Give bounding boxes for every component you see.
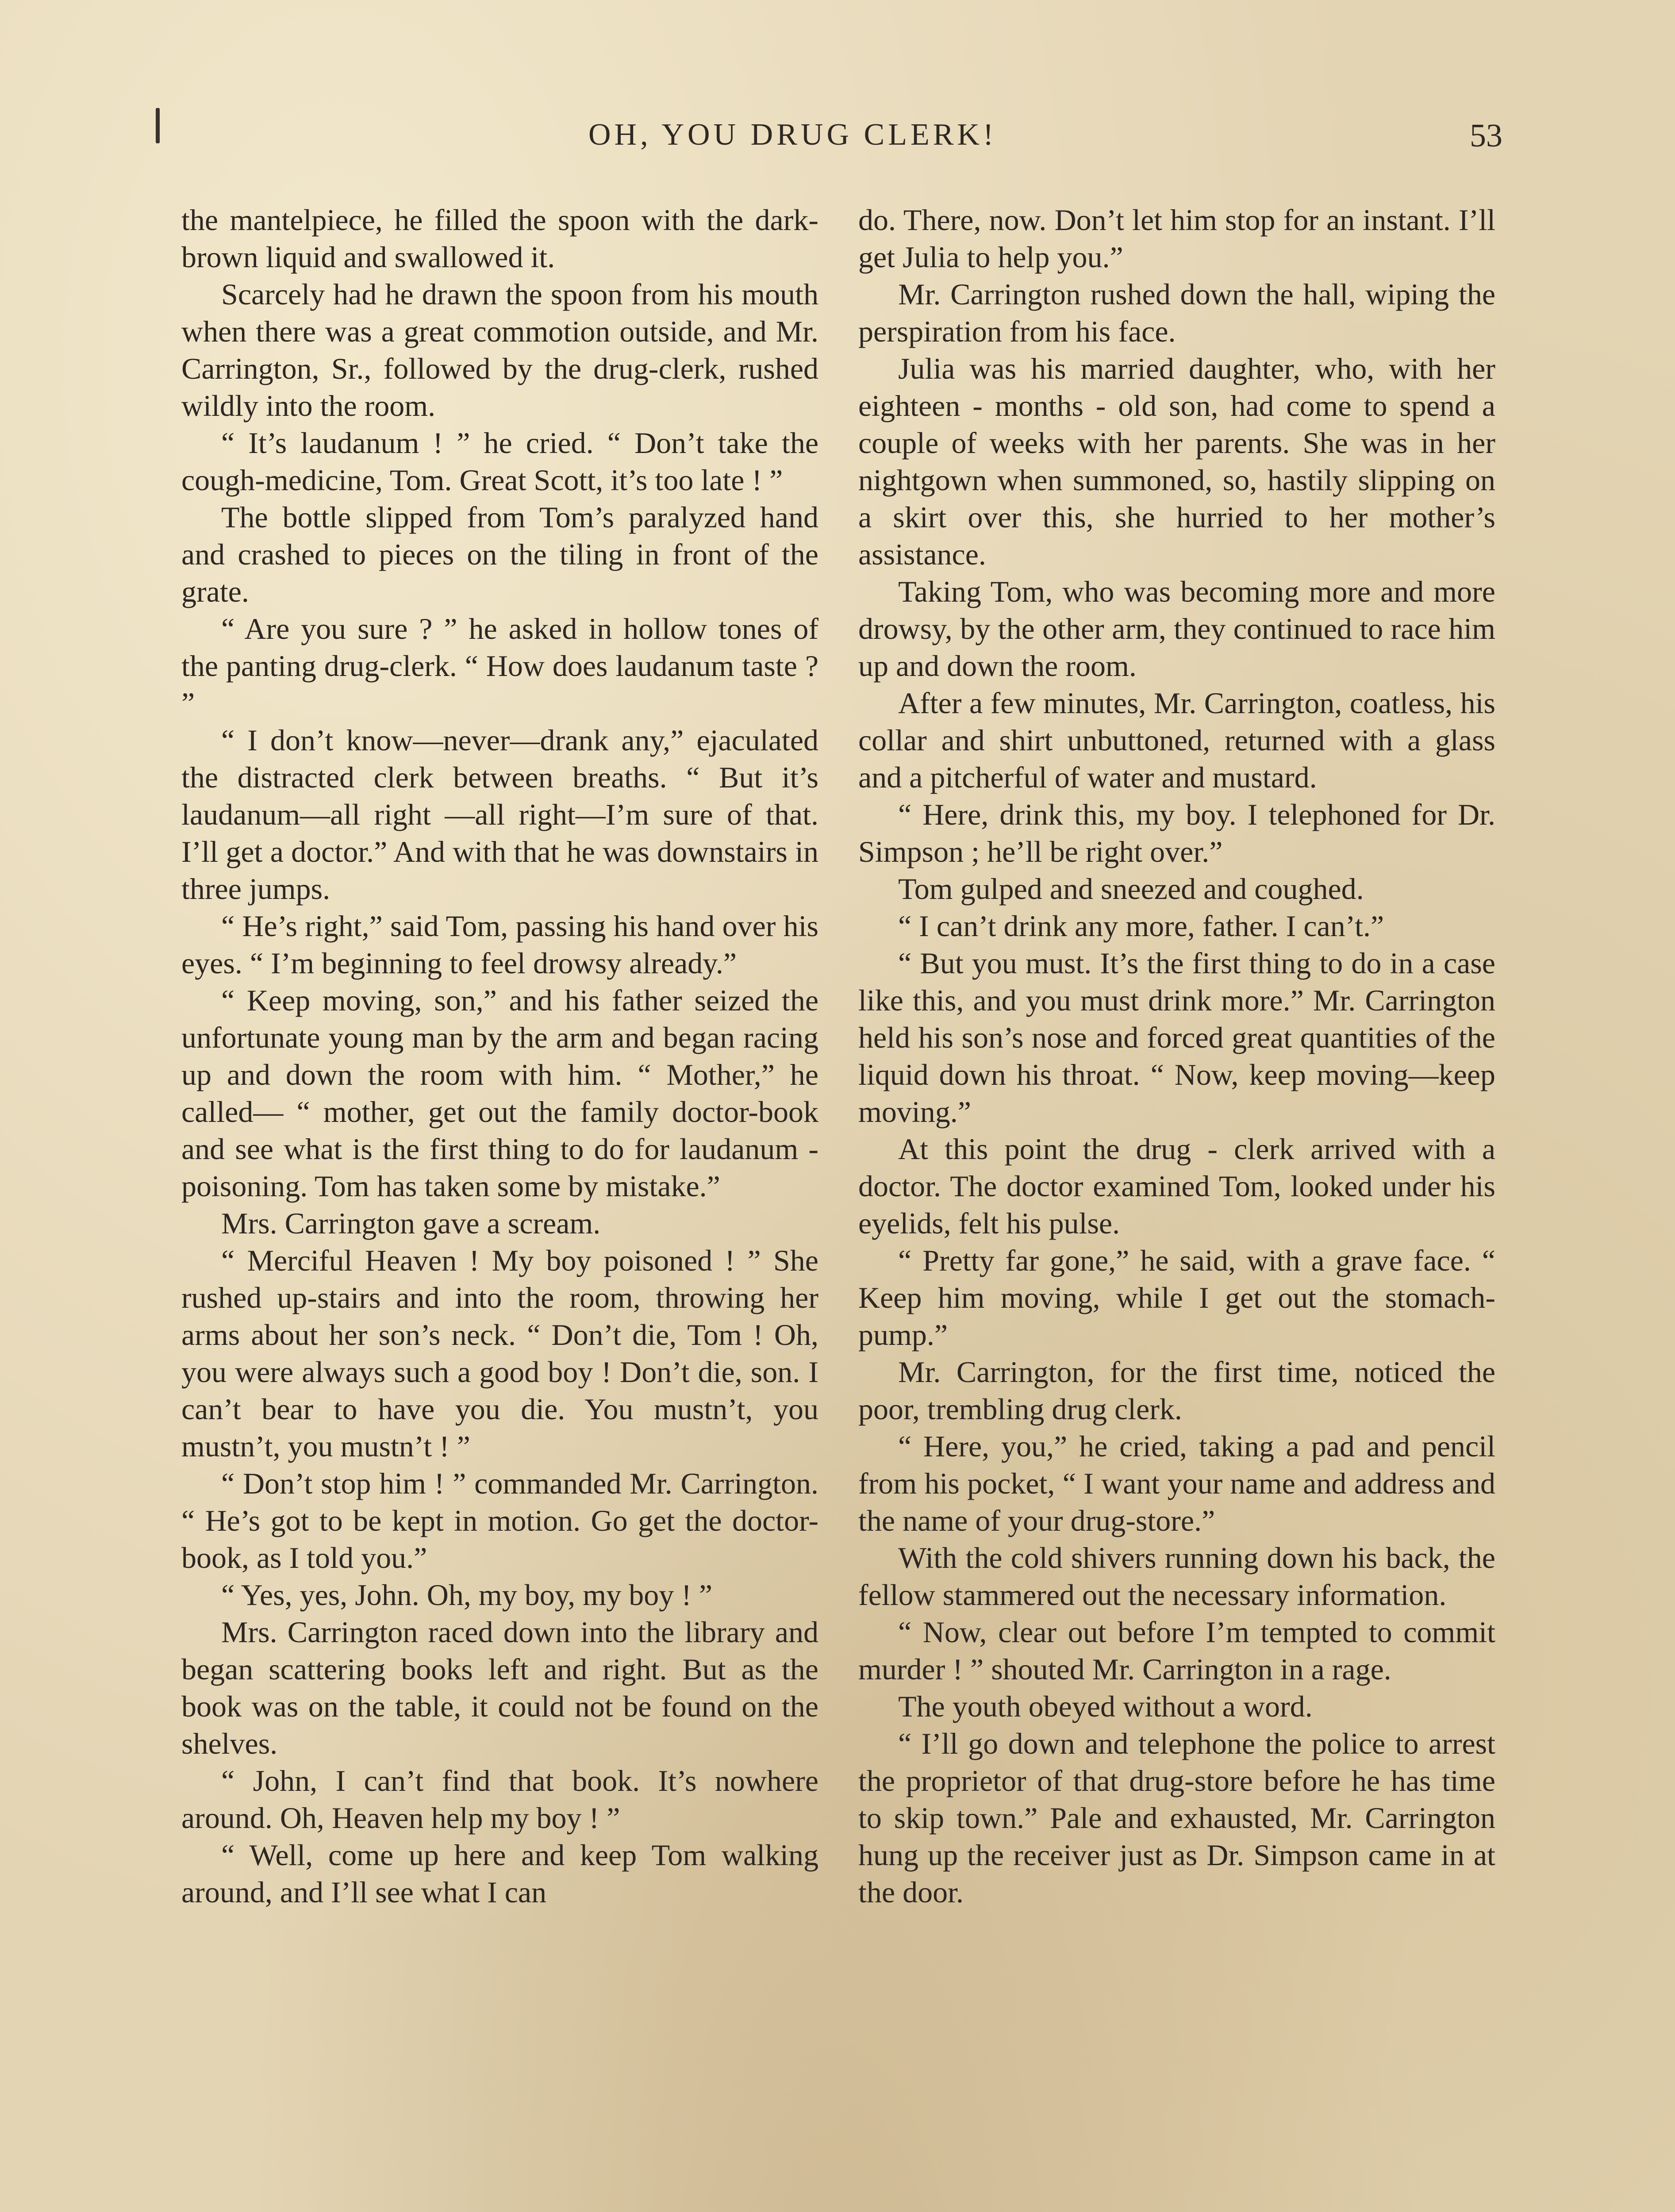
running-title: OH, YOU DRUG CLERK! [588,118,997,152]
paragraph: “ Yes, yes, John. Oh, my boy, my boy ! ” [221,1578,713,1612]
paragraph: Mr. Carrington rushed down the hall, wiping the perspiration from his face. [858,277,1495,348]
paragraph: “ Merciful Heaven ! My boy poisoned ! ” She rushed up-stairs and into the room, throwing her arms about her son’s neck. “ Don’t die, Tom ! Oh, you were always such a good boy ! Don’t die, son. I can’t bear to have you die. You mustn’t, you mustn’t, you mustn’t ! ” [181,1244,818,1463]
paragraph: Julia was his married daughter, who, with her eighteen - months - old son, had come to spend a couple of weeks with her parents. She was in her nightgown when summoned, so, hastily slipping on a skirt over this, she hurried to her mother’s assistance. [858,352,1495,571]
paragraph: the mantelpiece, he filled the spoon with the dark-brown liquid and swallowed it. [181,203,818,274]
paragraph: Taking Tom, who was becoming more and more drowsy, by the other arm, they continued to race him up and down the room. [858,575,1495,683]
paragraph: Mrs. Carrington gave a scream. [221,1206,601,1240]
paragraph: After a few minutes, Mr. Carrington, coatless, his collar and shirt unbuttoned, returned with a glass and a pitcherful of water and mustard. [858,686,1495,794]
paragraph: “ But you must. It’s the first thing to do in a case like this, and you must drink more.” Mr. Carrington held his son’s nose and forced great quantities of the liquid down his throat. “ Now, keep moving—keep moving.” [858,946,1495,1129]
page-number: 53 [1470,118,1502,154]
paragraph: “ Now, clear out before I’m tempted to commit murder ! ” shouted Mr. Carrington in a rage. [858,1615,1495,1686]
left-text-column [181,201,818,1911]
paragraph: With the cold shivers running down his back, the fellow stammered out the necessary information. [858,1541,1495,1612]
paragraph: Mr. Carrington, for the first time, noticed the poor, trembling drug clerk. [858,1355,1495,1426]
paragraph: “ Are you sure ? ” he asked in hollow tones of the panting drug-clerk. “ How does laudanum taste ? ” [181,612,818,720]
right-text-column [858,201,1495,1911]
page-edge-mark [156,108,160,143]
paragraph: “ He’s right,” said Tom, passing his hand over his eyes. “ I’m beginning to feel drowsy already.” [181,909,818,980]
paragraph: “ I’ll go down and telephone the police to arrest the proprietor of that drug-store before he has time to skip town.” Pale and exhausted, Mr. Carrington hung up the receiver just as Dr. Simpson came in at the door. [858,1727,1495,1909]
paragraph: “ It’s laudanum ! ” he cried. “ Don’t take the cough-medicine, Tom. Great Scott, it’s too late ! ” [181,426,818,497]
paragraph: “ Here, you,” he cried, taking a pad and pencil from his pocket, “ I want your name and address and the name of your drug-store.” [858,1429,1495,1537]
paragraph: “ Don’t stop him ! ” commanded Mr. Carrington. “ He’s got to be kept in motion. Go get the doctor-book, as I told you.” [181,1467,818,1575]
paragraph: The bottle slipped from Tom’s paralyzed hand and crashed to pieces on the tiling in front of the grate. [181,500,818,608]
paragraph: “ Pretty far gone,” he said, with a grave face. “ Keep him moving, while I get out the stomach-pump.” [858,1244,1495,1352]
paragraph: The youth obeyed without a word. [898,1690,1313,1723]
paragraph: Scarcely had he drawn the spoon from his mouth when there was a great commotion outside, and Mr. Carrington, Sr., followed by the drug-clerk, rushed wildly into the room. [181,277,818,422]
paragraph: “ I don’t know—never—drank any,” ejaculated the distracted clerk between breaths. “ But it’s laudanum—all right —all right—I’m sure of that. I’ll get a doctor.” And with that he was downstairs in three jumps. [181,723,818,906]
paragraph: Tom gulped and sneezed and coughed. [898,872,1364,906]
paragraph: Mrs. Carrington raced down into the library and began scattering books left and right. But as the book was on the table, it could not be found on the shelves. [181,1615,818,1760]
paragraph: “ Here, drink this, my boy. I telephoned for Dr. Simpson ; he’ll be right over.” [858,798,1495,868]
paragraph: At this point the drug - clerk arrived with a doctor. The doctor examined Tom, looked under his eyelids, felt his pulse. [858,1132,1495,1240]
paragraph: “ I can’t drink any more, father. I can’t.” [898,909,1384,943]
paragraph: “ John, I can’t find that book. It’s nowhere around. Oh, Heaven help my boy ! ” [181,1764,818,1835]
paragraph: do. There, now. Don’t let him stop for an instant. I’ll get Julia to help you.” [858,203,1495,274]
paragraph: “ Keep moving, son,” and his father seized the unfortunate young man by the arm and began racing up and down the room with him. “ Mother,” he called— “ mother, get out the family doctor-book and see what is the first thing to do for laudanum - poisoning. Tom has taken some by mistake.” [181,983,818,1203]
paragraph: “ Well, come up here and keep Tom walking around, and I’ll see what I can [181,1838,818,1909]
